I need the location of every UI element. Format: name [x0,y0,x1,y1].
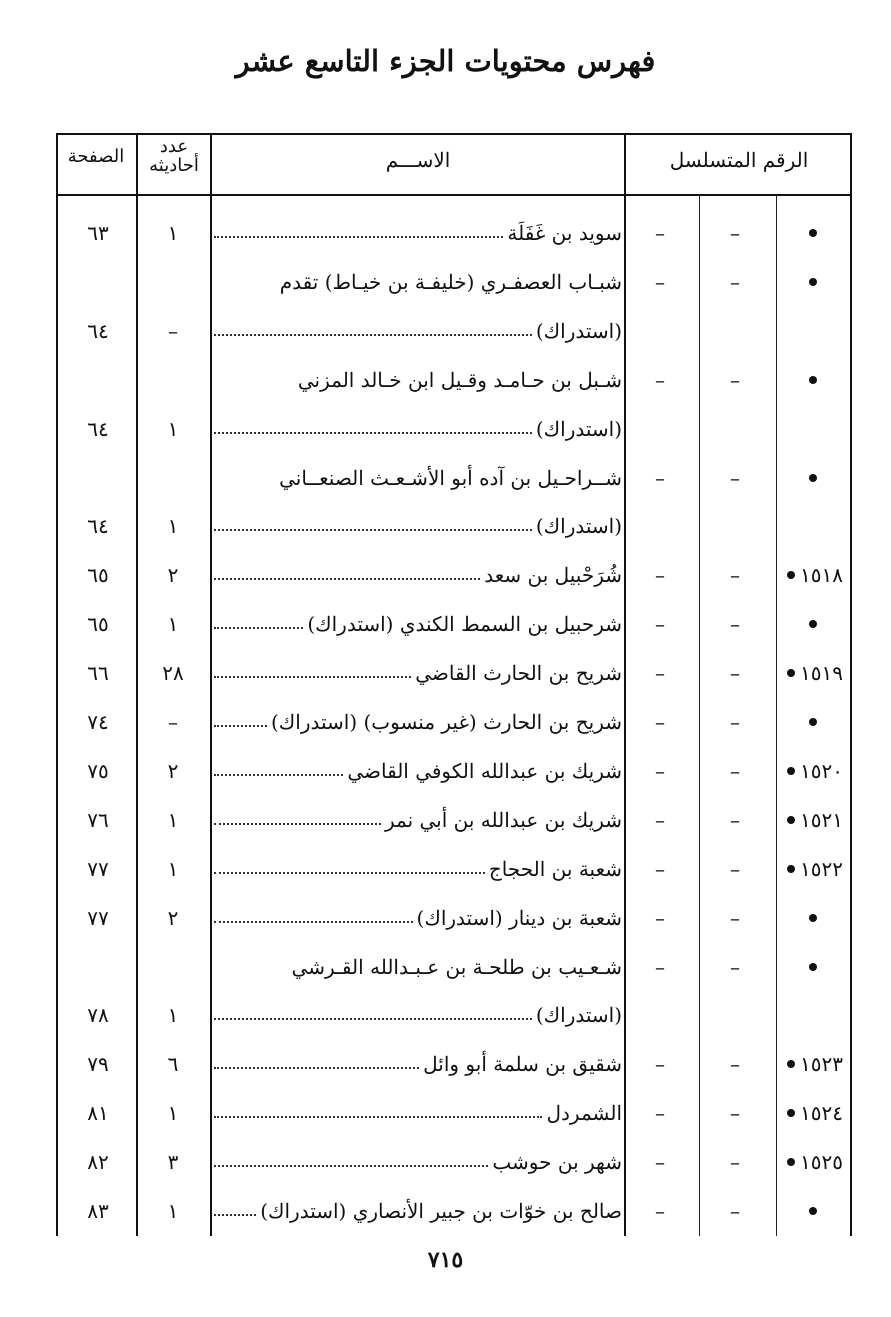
page-cell [60,258,136,306]
bullet-icon [787,669,795,677]
serial-cell [780,747,850,795]
table-row [0,405,891,453]
dash-mark: – [655,954,665,979]
dash-mark: – [730,269,740,294]
name-text: سويد بن غَفَلَة [507,221,622,245]
table-row [0,1138,891,1186]
count-cell: ٢ [167,563,179,588]
page-cell: ٧٦ [87,807,109,832]
serial-cell [780,1040,850,1088]
table-row [0,698,891,746]
name-cell [214,356,622,404]
dash-cell-2 [705,1089,765,1137]
bullet-icon [787,767,795,775]
name-wrap [214,612,622,636]
page-cell: ٧٤ [87,710,109,734]
leader-dots [214,236,503,238]
bullet-icon [787,1060,795,1068]
name-wrap [214,270,622,294]
bullet-icon [809,229,817,237]
name-cell [214,209,622,257]
table-row [0,551,891,599]
name-wrap [214,857,622,881]
name-cell [214,1040,622,1088]
name-wrap [214,514,622,538]
serial-wrap [809,620,822,628]
name-cell [214,845,622,893]
serial-cell [780,258,850,306]
name-text: شريك بن عبدالله بن أبي نمر [384,807,622,832]
name-text: شرحبيل بن السمط الكندي (استدراك) [307,612,622,637]
dash-mark: – [730,905,740,930]
serial-cell [780,649,850,697]
count-cell: ١ [167,612,179,637]
dash-mark: – [655,1150,665,1175]
leader-dots [214,529,532,531]
page-cell: ٧٥ [87,758,109,783]
header-page: الصفحة [67,146,125,167]
name-cell [214,307,622,355]
count-cell [138,943,208,991]
leader-dots [214,921,413,923]
name-wrap [214,1003,622,1027]
page-cell: ٦٥ [87,612,109,637]
name-text: شـعـيب بن طلحـة بن عـبـدالله القـرشي [291,954,622,979]
serial-cell [780,356,850,404]
name-wrap [214,417,622,441]
header-rule [56,194,852,196]
name-cell [214,943,622,991]
count-cell: ١ [167,1101,179,1126]
page-title: فهرس محتويات الجزء التاسع عشر [235,44,656,78]
name-text: شُرَحْبيل بن سعد [484,563,622,588]
serial-wrap [809,474,822,482]
bullet-icon [809,914,817,922]
leader-dots [214,578,480,580]
name-cell [214,258,622,306]
name-cell [214,1089,622,1137]
dash-cell-2 [705,600,765,648]
serial-wrap [787,808,843,832]
dash-mark: – [730,367,740,392]
dash-mark: – [730,1052,740,1077]
dash-cell-1 [630,600,690,648]
dash-cell-2 [705,258,765,306]
name-cell [214,502,622,550]
name-wrap [214,808,622,832]
dash-mark: – [730,661,740,686]
serial-wrap [787,857,843,881]
serial-wrap [787,1150,843,1174]
bullet-icon [809,620,817,628]
dash-mark: – [730,710,740,734]
bullet-icon [809,376,817,384]
dash-mark: – [730,1150,740,1175]
dash-mark: – [655,905,665,930]
header-name: الاســـم [385,148,451,172]
name-cell [214,894,622,942]
serial-number: ١٥٢٢ [800,856,843,881]
dash-cell-2 [705,1040,765,1088]
serial-wrap [809,278,822,286]
count-cell: ١ [167,514,179,539]
name-wrap [214,955,622,979]
serial-cell [780,698,850,746]
table-row [0,894,891,942]
serial-wrap [787,759,843,783]
dash-cell-2 [705,698,765,746]
name-cell [214,454,622,502]
serial-wrap [787,1052,843,1076]
serial-cell [780,454,850,502]
name-cell [214,405,622,453]
page-cell: ٦٤ [87,416,109,441]
dash-mark: – [655,856,665,881]
dash-cell-1 [630,649,690,697]
dash-mark: – [655,612,665,637]
bullet-icon [809,278,817,286]
dash-mark: – [655,758,665,783]
name-text: شبـاب العصفـري (خليفـة بن خيـاط) تقدم [279,269,622,294]
table-row [0,600,891,648]
serial-wrap [809,229,822,237]
serial-number: ١٥٢١ [800,807,843,832]
name-wrap [214,906,622,930]
page-cell: ٦٤ [87,318,109,343]
bullet-icon [787,1109,795,1117]
serial-wrap [787,661,843,685]
serial-cell [780,894,850,942]
leader-dots [214,334,532,336]
name-text: (استدراك) [535,1003,622,1028]
name-text: الشمردل [546,1101,622,1126]
serial-number: ١٥٢٣ [800,1052,843,1077]
dash-mark: – [730,807,740,832]
page-cell: ٧٧ [87,905,109,930]
page-cell: ٧٨ [87,1003,109,1028]
name-wrap [214,368,622,392]
serial-cell [780,551,850,599]
leader-dots [214,627,303,629]
dash-mark: – [655,563,665,588]
name-wrap [214,221,622,245]
serial-wrap [809,376,822,384]
serial-number: ١٥١٨ [800,563,843,588]
name-wrap [214,710,622,734]
serial-cell [780,1187,850,1235]
serial-wrap [787,1101,843,1125]
dash-cell-1 [630,1040,690,1088]
name-wrap [214,1150,622,1174]
serial-wrap [787,563,843,587]
page-cell [60,454,136,502]
count-cell: – [168,318,178,343]
leader-dots [214,676,411,678]
dash-mark: – [655,221,665,245]
name-wrap [214,319,622,343]
name-wrap [214,1199,622,1223]
count-cell: ١ [167,1199,179,1223]
serial-cell [780,943,850,991]
dash-mark: – [655,710,665,734]
count-cell: ٢ [167,905,179,930]
serial-number: ١٥٢٥ [800,1150,843,1175]
leader-dots [214,774,343,776]
count-cell: ٢ [167,758,179,783]
dash-cell-1 [630,698,690,746]
count-cell: ١ [167,221,179,245]
dash-mark: – [655,465,665,490]
dash-cell-2 [705,356,765,404]
bullet-icon [787,1158,795,1166]
bullet-icon [809,718,817,726]
table-row [0,307,891,355]
dash-cell-1 [630,454,690,502]
name-wrap [214,759,622,783]
dash-cell-1 [630,1138,690,1186]
page-cell: ٧٩ [87,1052,109,1077]
page-cell: ٨٣ [87,1199,109,1223]
name-cell [214,698,622,746]
count-cell [138,258,208,306]
count-cell: ٣ [167,1150,179,1175]
header-serial: الرقم المتسلسل [669,148,809,172]
name-wrap [214,661,622,685]
bullet-icon [809,474,817,482]
leader-dots [214,1018,532,1020]
dash-mark: – [655,1101,665,1126]
dash-mark: – [730,1101,740,1126]
dash-cell-1 [630,1187,690,1235]
name-text: (استدراك) [535,318,622,343]
page-cell: ٧٧ [87,856,109,881]
table-row [0,845,891,893]
name-cell [214,600,622,648]
serial-number: ١٥١٩ [800,661,843,686]
name-text: شريح بن الحارث القاضي [415,661,622,686]
leader-dots [214,1116,542,1118]
serial-cell [780,1089,850,1137]
name-wrap [214,563,622,587]
dash-cell-2 [705,454,765,502]
table-row [0,502,891,550]
leader-dots [214,725,267,727]
dash-mark: – [730,563,740,588]
dash-mark: – [730,954,740,979]
page-cell: ٦٤ [87,514,109,539]
table-row [0,796,891,844]
name-text: شــراحـيل بن آده أبو الأشـعـث الصنعــاني [279,465,622,490]
table-row [0,747,891,795]
serial-wrap [809,963,822,971]
dash-cell-2 [705,894,765,942]
name-text: (استدراك) [535,416,622,441]
count-cell: – [168,710,178,734]
dash-mark: – [730,856,740,881]
table-row [0,454,891,502]
dash-cell-2 [705,1138,765,1186]
dash-mark: – [730,221,740,245]
count-cell: ١ [167,1003,179,1028]
name-cell [214,1138,622,1186]
count-cell [138,356,208,404]
header-count-line2: أحاديثه [149,154,199,176]
bullet-icon [787,865,795,873]
count-cell: ١ [167,807,179,832]
dash-cell-2 [705,209,765,257]
page-number: ٧١٥ [427,1247,464,1273]
table-row [0,258,891,306]
table-row [0,943,891,991]
name-cell [214,747,622,795]
name-text: شعبة بن دينار (استدراك) [416,905,622,930]
serial-wrap [809,1207,822,1215]
leader-dots [214,432,532,434]
table-row [0,1040,891,1088]
name-text: شـبل بن حـامـد وقـيل ابن خـالد المزني [297,367,622,392]
table-row [0,356,891,404]
count-cell [138,454,208,502]
leader-dots [214,823,381,825]
dash-cell-2 [705,551,765,599]
serial-number: ١٥٢٠ [800,758,843,783]
dash-cell-2 [705,1187,765,1235]
dash-mark: – [730,758,740,783]
dash-mark: – [655,807,665,832]
page-cell: ٨١ [87,1101,109,1126]
name-wrap [214,1052,622,1076]
bullet-icon [809,963,817,971]
dash-cell-2 [705,943,765,991]
table-row [0,649,891,697]
dash-cell-1 [630,551,690,599]
dash-cell-1 [630,943,690,991]
leader-dots [214,1165,488,1167]
page-cell: ٦٥ [87,563,109,588]
name-cell [214,649,622,697]
dash-mark: – [730,612,740,637]
dash-cell-2 [705,747,765,795]
dash-mark: – [655,1199,665,1223]
dash-cell-2 [705,845,765,893]
name-text: شقيق بن سلمة أبو وائل [423,1052,622,1077]
serial-number: ١٥٢٤ [800,1101,843,1126]
name-text: (استدراك) [535,514,622,539]
serial-cell [780,209,850,257]
name-text: شهر بن حوشب [492,1150,622,1175]
page-cell [60,356,136,404]
dash-mark: – [655,269,665,294]
serial-cell [780,600,850,648]
page-cell: ٨٢ [87,1150,109,1175]
header-count-line1: عدد [159,136,189,157]
dash-mark: – [655,1052,665,1077]
serial-wrap [809,914,822,922]
page-cell: ٦٦ [87,661,109,686]
dash-mark: – [730,1199,740,1223]
dash-cell-2 [705,796,765,844]
dash-cell-1 [630,258,690,306]
name-text: صالح بن خوّات بن جبير الأنصاري (استدراك) [260,1199,622,1223]
name-wrap [214,466,622,490]
serial-cell [780,796,850,844]
dash-mark: – [655,367,665,392]
dash-cell-1 [630,356,690,404]
page-cell [60,943,136,991]
serial-cell [780,845,850,893]
name-text: شعبة بن الحجاج [488,856,622,881]
leader-dots [214,1067,419,1069]
dash-cell-1 [630,1089,690,1137]
name-cell [214,1187,622,1235]
serial-wrap [809,718,822,726]
name-cell [214,796,622,844]
table-row [0,991,891,1039]
dash-mark: – [655,661,665,686]
dash-cell-1 [630,796,690,844]
serial-cell [780,1138,850,1186]
bullet-icon [809,1207,817,1215]
header-count [138,138,210,176]
leader-dots [214,872,485,874]
count-cell: ١ [167,416,179,441]
bullet-icon [787,816,795,824]
table-row [0,1089,891,1137]
table-row [0,1187,891,1235]
name-cell [214,551,622,599]
count-cell: ١ [167,856,179,881]
dash-cell-1 [630,747,690,795]
dash-mark: – [730,465,740,490]
dash-cell-1 [630,209,690,257]
name-text: شريك بن عبدالله الكوفي القاضي [347,758,622,783]
dash-cell-1 [630,845,690,893]
name-text: شريح بن الحارث (غير منسوب) (استدراك) [270,710,622,734]
name-wrap [214,1101,622,1125]
count-cell: ٢٨ [162,661,184,686]
leader-dots [214,1214,256,1216]
count-cell: ٦ [167,1052,179,1077]
name-cell [214,991,622,1039]
page-cell: ٦٣ [87,221,109,245]
table-row [0,209,891,257]
dash-cell-1 [630,894,690,942]
bullet-icon [787,571,795,579]
dash-cell-2 [705,649,765,697]
